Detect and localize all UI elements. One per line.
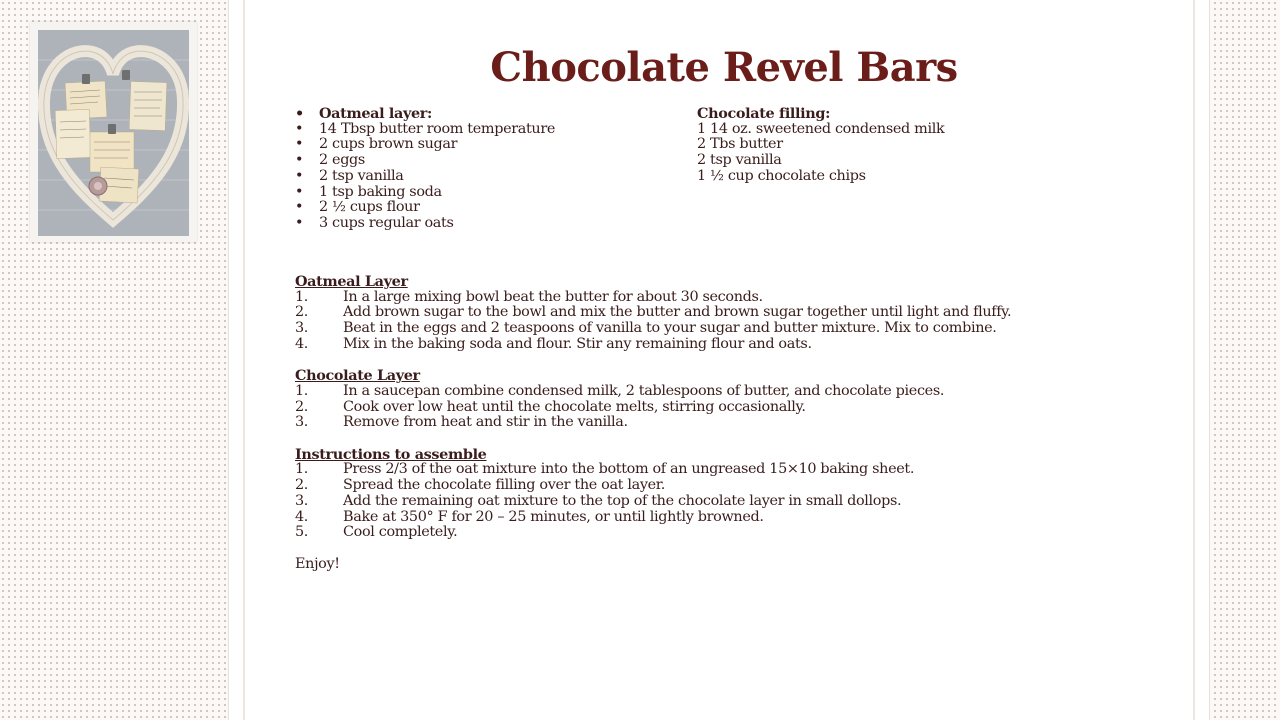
step-number: 4. (295, 508, 309, 525)
spacer (295, 431, 1175, 447)
oatmeal-steps (295, 290, 1175, 353)
step-item (295, 525, 1175, 541)
chocolate-ingredients-heading: Chocolate filling: (697, 105, 831, 122)
spacer (295, 353, 1175, 369)
ingredient-item: • 14 Tbsp butter room temperature (295, 122, 555, 138)
step-item (295, 384, 1175, 400)
step-number: 3. (295, 320, 309, 337)
section-heading: Chocolate Layer (295, 367, 420, 385)
step-item (295, 305, 1175, 321)
ingredient-item: • 2 tsp vanilla (295, 169, 555, 185)
step-number: 1. (295, 461, 309, 478)
step-text: Add the remaining oat mixture to the top of the chocolate layer in small dollops. (343, 492, 902, 509)
spacer (295, 226, 1175, 274)
step-number: 1. (295, 382, 309, 399)
step-text: Cool completely. (343, 524, 458, 541)
oatmeal-ingredient-list (295, 106, 555, 232)
step-number: 2. (295, 398, 309, 415)
step-text: Press 2/3 of the oat mixture into the bottom of an ungreased 15×10 baking sheet. (343, 461, 915, 478)
step-text: Cook over low heat until the chocolate melts, stirring occasionally. (343, 398, 806, 415)
step-item (295, 462, 1175, 478)
recipe-page (228, 0, 1210, 720)
step-item (295, 337, 1175, 353)
section-heading: Instructions to assemble (295, 445, 487, 463)
step-number: 3. (295, 492, 309, 509)
heart-frame-recipe-cards-icon (38, 30, 189, 236)
step-number: 3. (295, 414, 309, 431)
step-text: Mix in the baking soda and flour. Stir any remaining flour and oats. (343, 335, 812, 352)
step-text: Add brown sugar to the bowl and mix the butter and brown sugar together until light and fluffy. (343, 304, 1012, 321)
chocolate-ingredients (697, 106, 944, 185)
spacer (295, 541, 1175, 557)
recipe-content (295, 106, 1175, 572)
ingredient-item: • 2 eggs (295, 153, 555, 169)
step-number: 2. (295, 477, 309, 494)
ingredient-item: 2 Tbs butter (697, 136, 783, 153)
closing-text: Enjoy! (295, 555, 340, 572)
ingredient-item: • 2 cups brown sugar (295, 137, 555, 153)
step-item (295, 478, 1175, 494)
step-item (295, 290, 1175, 306)
step-text: Bake at 350° F for 20 – 25 minutes, or until lightly browned. (343, 508, 764, 525)
section-heading: Oatmeal Layer (295, 273, 408, 290)
step-number: 5. (295, 524, 309, 541)
chocolate-steps (295, 384, 1175, 431)
heart-frame-photo (38, 30, 189, 236)
step-item (295, 415, 1175, 431)
step-number: 1. (295, 288, 309, 305)
ingredient-item: • 1 tsp baking soda (295, 185, 555, 201)
ingredient-item: • 3 cups regular oats (295, 216, 555, 232)
step-number: 4. (295, 335, 309, 352)
chocolate-ingredient-list (697, 106, 944, 185)
oatmeal-ingredients (295, 106, 555, 232)
step-item (295, 494, 1175, 510)
step-text: Spread the chocolate filling over the oat layer. (343, 477, 665, 494)
assemble-section (295, 447, 1175, 541)
recipe-photo-frame (30, 22, 197, 242)
step-item (295, 510, 1175, 526)
step-item (295, 321, 1175, 337)
ingredients-block (295, 105, 1175, 231)
step-text: Beat in the eggs and 2 teaspoons of vanilla to your sugar and butter mixture. Mix to combine. (343, 320, 997, 337)
ingredient-item: 1 ½ cup chocolate chips (697, 167, 866, 184)
step-number: 2. (295, 304, 309, 321)
ingredient-item: • 2 ½ cups flour (295, 200, 555, 216)
step-text: In a large mixing bowl beat the butter for about 30 seconds. (343, 288, 763, 305)
ingredient-item: 2 tsp vanilla (697, 152, 782, 169)
ingredient-item: 1 14 oz. sweetened condensed milk (697, 120, 945, 137)
step-item (295, 400, 1175, 416)
page-title: Chocolate Revel Bars (490, 44, 958, 91)
oatmeal-layer-section (295, 274, 1175, 353)
step-text: In a saucepan combine condensed milk, 2 tablespoons of butter, and chocolate pieces. (343, 382, 945, 399)
step-text: Remove from heat and stir in the vanilla. (343, 414, 628, 431)
assemble-steps (295, 462, 1175, 541)
chocolate-layer-section (295, 368, 1175, 431)
oatmeal-ingredients-heading: • Oatmeal layer: (295, 106, 555, 122)
